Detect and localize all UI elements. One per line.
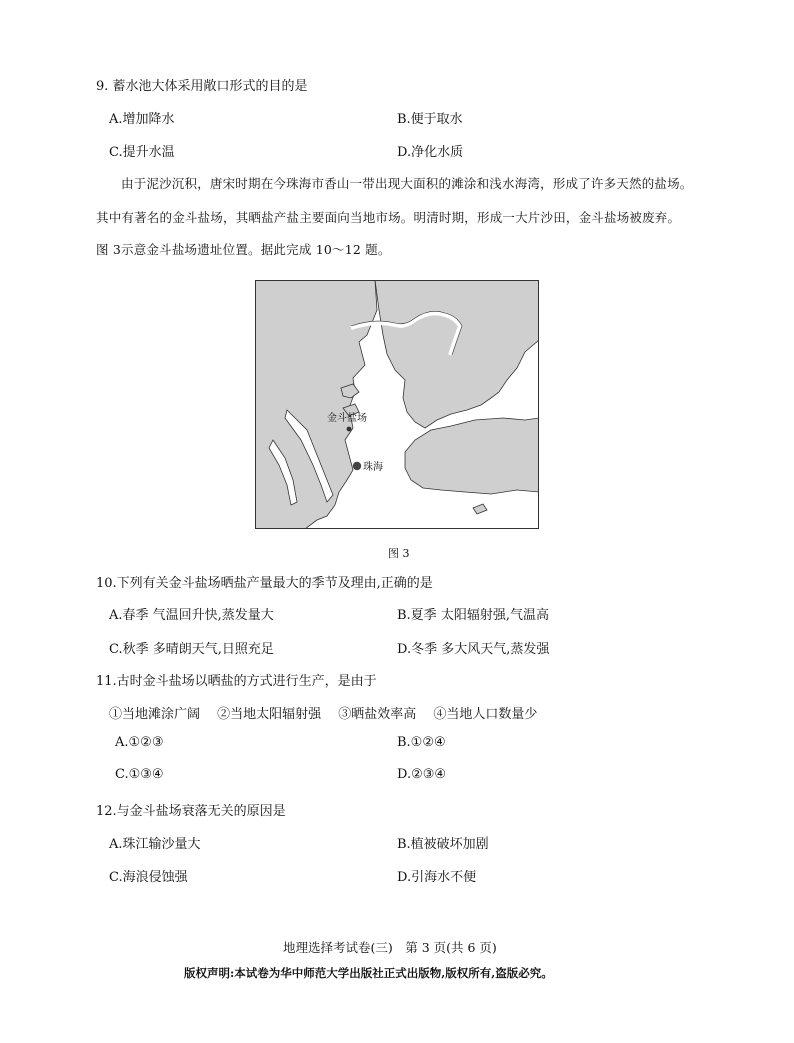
q11-option-d: D.②③④ — [397, 767, 447, 782]
copyright-notice: 版权声明:本试卷为华中师范大学出版社正式出版物,版权所有,盗版必究。 — [184, 966, 553, 980]
passage-line-3: 图 3示意金斗盐场遗址位置。据此完成 10～12 题。 — [96, 242, 391, 257]
q9-stem: 9. 蓄水池大体采用敞口形式的目的是 — [96, 79, 308, 94]
figure-3-map — [255, 280, 539, 529]
q11-conditions: ①当地滩涂广阔 ②当地太阳辐射强 ③晒盐效率高 ④当地人口数量少 — [109, 707, 538, 722]
label-zhuhai: 珠海 — [363, 462, 383, 473]
q9-option-c: C.提升水温 — [109, 145, 175, 160]
q10-option-c: C.秋季 多晴朗天气,日照充足 — [109, 642, 274, 657]
saltfield-marker — [347, 427, 352, 432]
page-info: 地理选择考试卷(三) 第 3 页(共 6 页) — [283, 940, 497, 955]
q12-option-b: B.植被破坏加剧 — [397, 837, 489, 852]
q12-option-a: A.珠江输沙量大 — [109, 837, 201, 852]
zhuhai-marker — [353, 462, 361, 470]
q12-option-c: C.海浪侵蚀强 — [109, 870, 188, 885]
q11-stem: 11.古时金斗盐场以晒盐的方式进行生产，是由于 — [96, 674, 377, 689]
q9-option-b: B.便于取水 — [397, 112, 463, 127]
passage-line-1: 由于泥沙沉积，唐宋时期在今珠海市香山一带出现大面积的滩涂和浅水海湾，形成了许多天然的盐场。 — [121, 176, 693, 191]
q12-stem: 12.与金斗盐场衰落无关的原因是 — [96, 804, 286, 819]
q10-option-b: B.夏季 太阳辐射强,气温高 — [397, 608, 549, 623]
q9-option-a: A.增加降水 — [109, 112, 175, 127]
figure-caption: 图 3 — [388, 547, 410, 560]
q11-option-b: B.①②④ — [397, 735, 446, 750]
q10-stem: 10.下列有关金斗盐场晒盐产量最大的季节及理由,正确的是 — [96, 576, 433, 591]
label-saltfield: 金斗盐场 — [327, 413, 367, 424]
q11-option-a: A.①②③ — [115, 735, 164, 750]
q10-option-a: A.春季 气温回升快,蒸发量大 — [109, 608, 274, 623]
q11-option-c: C.①③④ — [115, 767, 164, 782]
q12-option-d: D.引海水不便 — [397, 870, 477, 885]
q10-option-d: D.冬季 多大风天气,蒸发强 — [397, 642, 550, 657]
q9-option-d: D.净化水质 — [397, 145, 464, 160]
passage-line-2: 其中有著名的金斗盐场，其晒盐产盐主要面向当地市场。明清时期，形成一大片沙田，金斗盐场被废弃。 — [96, 210, 681, 225]
